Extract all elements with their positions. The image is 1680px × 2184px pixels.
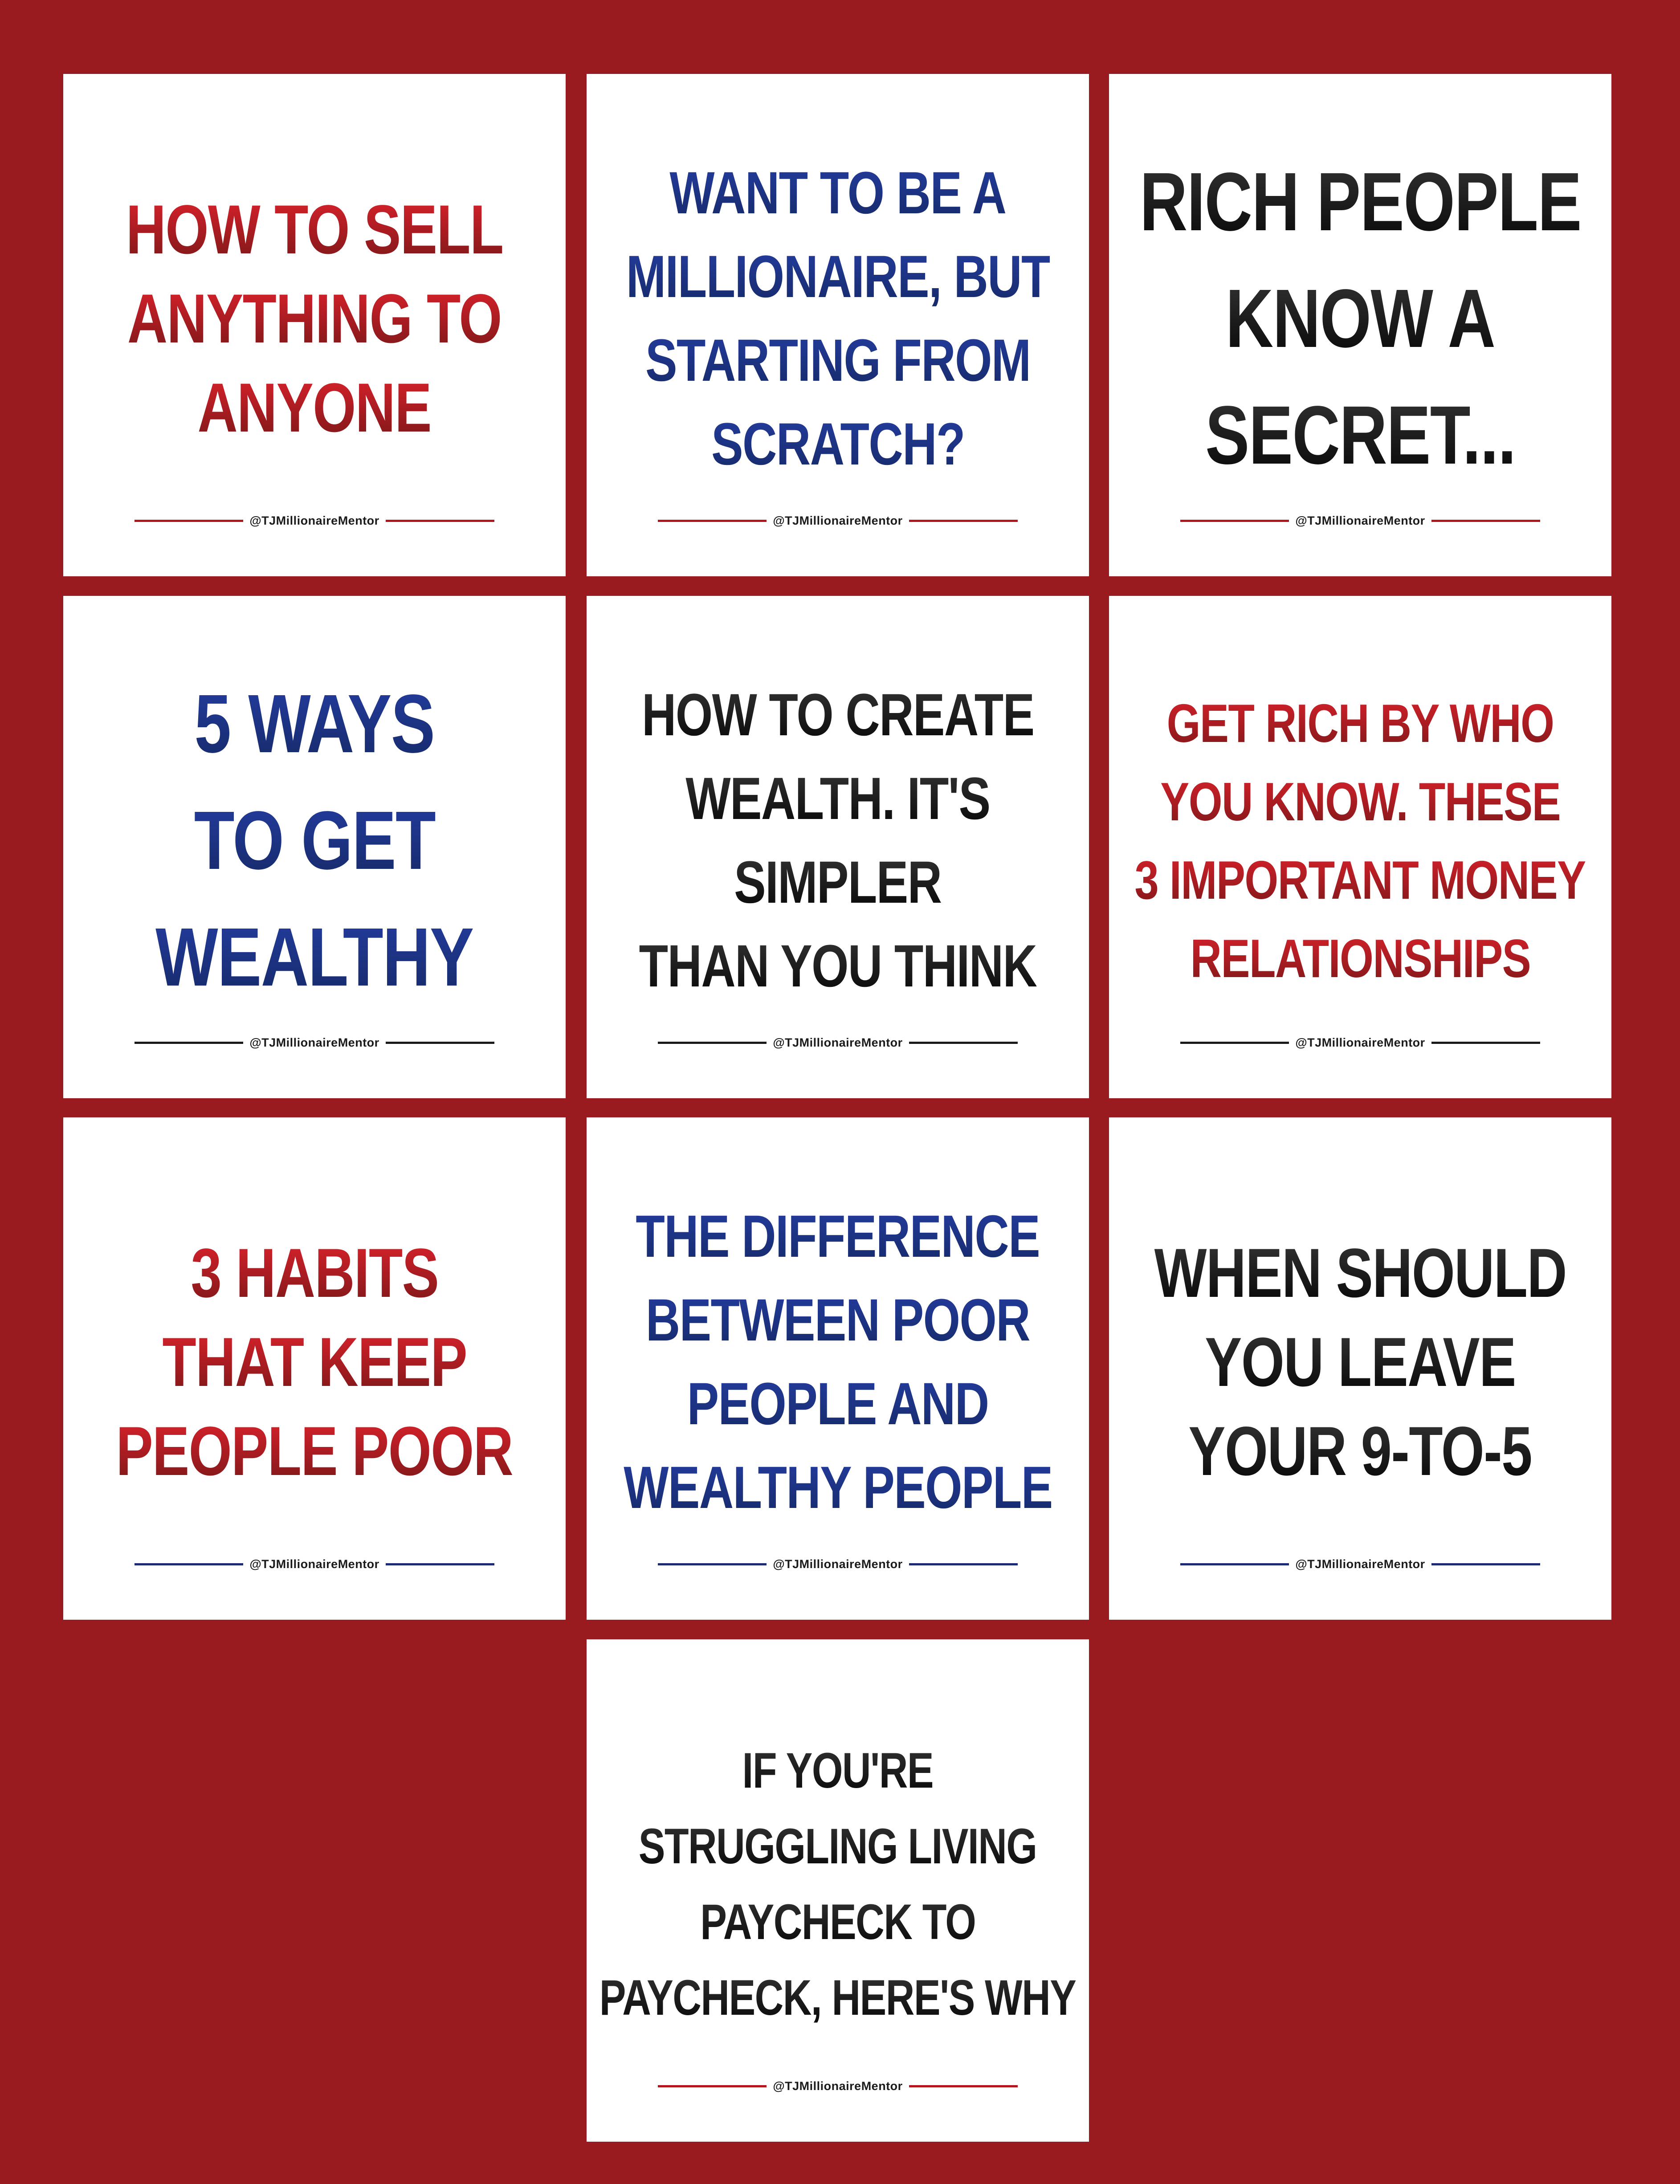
handle-label: @TJMillionaireMentor bbox=[773, 2079, 903, 2093]
headline-line: THAN YOU THINK bbox=[639, 925, 1037, 1008]
post-card-millionaire-from-scratch[interactable] bbox=[587, 74, 1089, 576]
post-card-paycheck-to-paycheck[interactable] bbox=[587, 1639, 1089, 2142]
headline-line: WEALTH. IT'S bbox=[685, 757, 990, 841]
handle-row bbox=[135, 1557, 494, 1571]
headline-line: MILLIONAIRE, BUT bbox=[626, 235, 1049, 319]
headline-line: 5 WAYS bbox=[194, 666, 434, 782]
headline-line: HOW TO SELL bbox=[126, 185, 503, 274]
handle-label: @TJMillionaireMentor bbox=[773, 1557, 903, 1571]
divider-rule bbox=[658, 1042, 767, 1044]
card-headline bbox=[613, 667, 1062, 1015]
headline-line: PEOPLE AND bbox=[687, 1362, 989, 1446]
divider-rule bbox=[1431, 520, 1540, 522]
handle-label: @TJMillionaireMentor bbox=[249, 1036, 379, 1049]
post-card-5-ways-wealthy[interactable] bbox=[63, 596, 566, 1098]
headline-line: PAYCHECK TO bbox=[700, 1884, 975, 1960]
handle-row bbox=[658, 1036, 1018, 1050]
post-card-money-relationships[interactable] bbox=[1109, 596, 1611, 1098]
post-card-rich-people-secret[interactable] bbox=[1109, 74, 1611, 576]
headline-line: PAYCHECK, HERE'S WHY bbox=[599, 1960, 1076, 2036]
post-card-difference-poor-wealthy[interactable] bbox=[587, 1117, 1089, 1620]
headline-line: BETWEEN POOR bbox=[646, 1279, 1030, 1362]
divider-rule bbox=[1431, 1042, 1540, 1044]
post-card-sell-anything[interactable] bbox=[63, 74, 566, 576]
headline-line: SCRATCH? bbox=[711, 403, 965, 486]
headline-line: WANT TO BE A bbox=[669, 151, 1006, 235]
card-headline bbox=[90, 667, 539, 1015]
handle-label: @TJMillionaireMentor bbox=[1295, 514, 1425, 527]
divider-rule bbox=[386, 1563, 494, 1565]
headline-line: WHEN SHOULD bbox=[1154, 1229, 1566, 1318]
headline-line: RELATIONSHIPS bbox=[1190, 919, 1530, 998]
card-headline bbox=[1136, 667, 1585, 1015]
handle-row bbox=[658, 2079, 1018, 2093]
headline-line: RICH PEOPLE bbox=[1139, 144, 1581, 261]
headline-line: STARTING FROM bbox=[645, 319, 1031, 403]
headline-line: ANYTHING TO bbox=[127, 274, 502, 363]
handle-row bbox=[1180, 1036, 1540, 1050]
headline-line: GET RICH BY WHO bbox=[1167, 684, 1554, 762]
card-headline bbox=[599, 1711, 1076, 2058]
divider-rule bbox=[1180, 1042, 1289, 1044]
card-headline bbox=[90, 1189, 539, 1536]
handle-row bbox=[1180, 1557, 1540, 1571]
handle-label: @TJMillionaireMentor bbox=[773, 514, 903, 527]
headline-line: YOUR 9-TO-5 bbox=[1189, 1407, 1532, 1496]
headline-line: THAT KEEP bbox=[162, 1318, 467, 1407]
card-headline bbox=[613, 145, 1062, 493]
divider-rule bbox=[135, 1563, 243, 1565]
headline-line: ANYONE bbox=[198, 363, 431, 452]
card-headline bbox=[90, 145, 539, 493]
divider-rule bbox=[909, 1563, 1018, 1565]
divider-rule bbox=[658, 2085, 767, 2087]
divider-rule bbox=[658, 520, 767, 522]
headline-line: HOW TO CREATE bbox=[642, 673, 1034, 757]
handle-row bbox=[135, 1036, 494, 1050]
handle-label: @TJMillionaireMentor bbox=[1295, 1557, 1425, 1571]
post-card-habits-poor[interactable] bbox=[63, 1117, 566, 1620]
post-card-leave-9-to-5[interactable] bbox=[1109, 1117, 1611, 1620]
headline-line: THE DIFFERENCE bbox=[636, 1195, 1040, 1279]
headline-line: SIMPLER bbox=[734, 841, 941, 925]
divider-rule bbox=[135, 520, 243, 522]
divider-rule bbox=[1180, 1563, 1289, 1565]
handle-label: @TJMillionaireMentor bbox=[249, 514, 379, 527]
divider-rule bbox=[386, 1042, 494, 1044]
headline-line: WEALTHY bbox=[155, 899, 473, 1016]
headline-line: 3 IMPORTANT MONEY bbox=[1135, 841, 1586, 919]
divider-rule bbox=[135, 1042, 243, 1044]
handle-label: @TJMillionaireMentor bbox=[1295, 1036, 1425, 1049]
divider-rule bbox=[658, 1563, 767, 1565]
headline-line: YOU KNOW. THESE bbox=[1160, 762, 1560, 841]
divider-rule bbox=[386, 520, 494, 522]
card-headline bbox=[1136, 1189, 1585, 1536]
headline-line: WEALTHY PEOPLE bbox=[624, 1446, 1052, 1530]
headline-line: TO GET bbox=[194, 782, 435, 899]
headline-line: SECRET... bbox=[1205, 377, 1516, 494]
divider-rule bbox=[1180, 520, 1289, 522]
divider-rule bbox=[909, 520, 1018, 522]
handle-label: @TJMillionaireMentor bbox=[773, 1036, 903, 1049]
card-headline bbox=[613, 1189, 1062, 1536]
headline-line: STRUGGLING LIVING bbox=[639, 1809, 1037, 1884]
handle-label: @TJMillionaireMentor bbox=[249, 1557, 379, 1571]
headline-line: KNOW A bbox=[1226, 261, 1495, 377]
divider-rule bbox=[909, 2085, 1018, 2087]
handle-row bbox=[1180, 514, 1540, 528]
headline-line: YOU LEAVE bbox=[1205, 1318, 1516, 1407]
handle-row bbox=[658, 514, 1018, 528]
handle-row bbox=[658, 1557, 1018, 1571]
headline-line: IF YOU'RE bbox=[742, 1733, 933, 1809]
headline-line: 3 HABITS bbox=[191, 1229, 438, 1318]
post-card-create-wealth[interactable] bbox=[587, 596, 1089, 1098]
card-headline bbox=[1136, 145, 1585, 493]
headline-line: PEOPLE POOR bbox=[116, 1407, 513, 1496]
handle-row bbox=[135, 514, 494, 528]
divider-rule bbox=[1431, 1563, 1540, 1565]
divider-rule bbox=[909, 1042, 1018, 1044]
